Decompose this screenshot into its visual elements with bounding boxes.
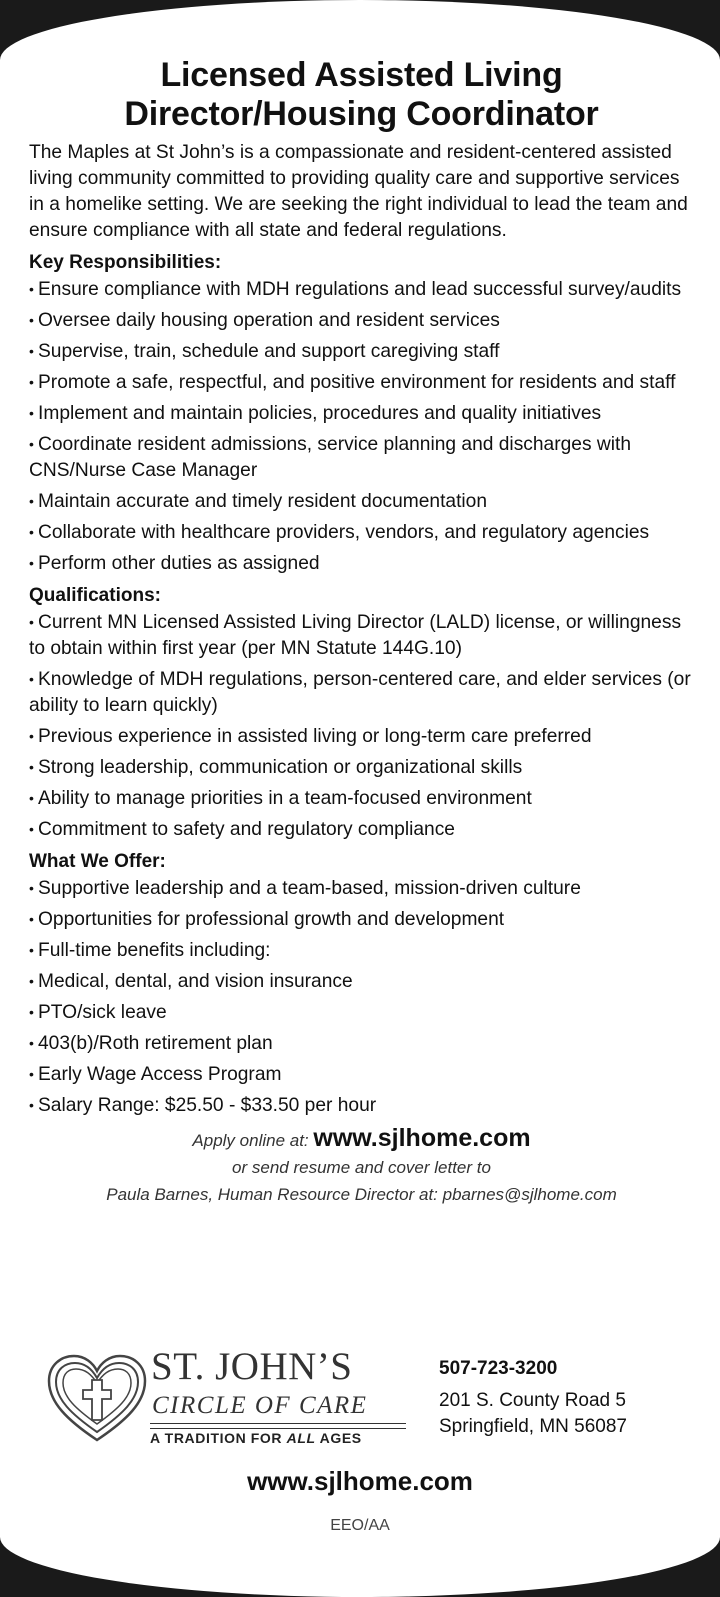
apply-online-line (29, 1125, 694, 1154)
list-item (29, 338, 694, 365)
job-title (29, 56, 694, 134)
bullet-icon: • (29, 405, 34, 421)
list-item (29, 1030, 694, 1057)
address-line2: Springfield, MN 56087 (439, 1416, 627, 1437)
list-item (29, 276, 694, 303)
list-item (29, 550, 694, 577)
list-item-text: Strong leadership, communication or organizational skills (38, 757, 523, 778)
list-item (29, 519, 694, 546)
list-item-text: Full-time benefits including: (38, 940, 271, 961)
list-item (29, 666, 694, 719)
apply-prefix: Apply online at: (192, 1131, 309, 1150)
apply-contact-line: Paula Barnes, Human Resource Director at: pbarnes@sjlhome.com (106, 1185, 617, 1204)
list-item (29, 369, 694, 396)
list-item-text: Collaborate with healthcare providers, vendors, and regulatory agencies (38, 522, 650, 543)
list-item-text: Current MN Licensed Assisted Living Director (LALD) license, or willingness to obtain within first year (per MN Statute 144G.10) (29, 612, 682, 659)
list-item (29, 816, 694, 843)
bullet-icon: • (29, 759, 34, 775)
bullet-icon: • (29, 821, 34, 837)
heart-cross-icon (47, 1354, 147, 1444)
responsibilities-list (29, 276, 694, 577)
list-item (29, 875, 694, 902)
bullet-icon: • (29, 942, 34, 958)
list-item-text: Oversee daily housing operation and resident services (38, 310, 500, 331)
logo-tagline (150, 1430, 362, 1446)
list-item-text: Knowledge of MDH regulations, person-centered care, and elder services (or ability to learn quickly) (29, 669, 691, 716)
ad-content (29, 56, 694, 1208)
bullet-icon: • (29, 1035, 34, 1051)
responsibilities-heading: Key Responsibilities: (29, 252, 222, 273)
qualifications-list (29, 609, 694, 843)
list-item-text: Salary Range: $25.50 - $33.50 per hour (38, 1095, 377, 1116)
intro-paragraph: The Maples at St John’s is a compassionate and resident-centered assisted living community committed to providing quality care and supportive services in a homelike setting. We are seeking the right individual to lead the team and ensure compliance with all state and federal regulations. (29, 142, 688, 241)
bullet-icon: • (29, 1066, 34, 1082)
bullet-icon: • (29, 973, 34, 989)
logo-divider (150, 1423, 406, 1429)
bullet-icon: • (29, 312, 34, 328)
list-item-text: Supportive leadership and a team-based, mission-driven culture (38, 878, 581, 899)
list-item (29, 488, 694, 515)
bullet-icon: • (29, 911, 34, 927)
bullet-icon: • (29, 524, 34, 540)
apply-resume-line: or send resume and cover letter to (232, 1158, 491, 1177)
list-item-text: Ability to manage priorities in a team-focused environment (38, 788, 532, 809)
list-item (29, 754, 694, 781)
list-item-text: Commitment to safety and regulatory compliance (38, 819, 455, 840)
list-item-text: Implement and maintain policies, procedures and quality initiatives (38, 403, 602, 424)
offer-heading: What We Offer: (29, 851, 166, 872)
list-item-text: Early Wage Access Program (38, 1064, 282, 1085)
job-title-line2: Director/Housing Coordinator (124, 95, 599, 133)
list-item-text: Coordinate resident admissions, service planning and discharges with CNS/Nurse Case Manager (29, 434, 632, 481)
apply-url-link[interactable]: www.sjlhome.com (313, 1124, 531, 1152)
logo-tagline-prefix: A TRADITION FOR (150, 1430, 287, 1446)
bullet-icon: • (29, 880, 34, 896)
logo-subtitle: CIRCLE OF CARE (152, 1392, 368, 1419)
list-item-text: Maintain accurate and timely resident documentation (38, 491, 488, 512)
bullet-icon: • (29, 671, 34, 687)
list-item-text: Promote a safe, respectful, and positive environment for residents and staff (38, 372, 676, 393)
eeo-statement: EEO/AA (330, 1517, 390, 1534)
list-item (29, 431, 694, 484)
phone-number[interactable]: 507-723-3200 (439, 1358, 558, 1379)
bullet-icon: • (29, 555, 34, 571)
bullet-icon: • (29, 1004, 34, 1020)
bullet-icon: • (29, 343, 34, 359)
list-item (29, 968, 694, 995)
logo-tagline-emphasis: ALL (286, 1430, 316, 1446)
list-item-text: Perform other duties as assigned (38, 553, 320, 574)
job-title-line1: Licensed Assisted Living (160, 56, 563, 94)
list-item (29, 723, 694, 750)
bullet-icon: • (29, 728, 34, 744)
list-item (29, 609, 694, 662)
logo-tagline-suffix: AGES (315, 1430, 362, 1446)
footer-url-link[interactable]: www.sjlhome.com (247, 1466, 473, 1496)
list-item-text: Ensure compliance with MDH regulations and lead successful survey/audits (38, 279, 682, 300)
logo-name: ST. JOHN’S (151, 1345, 353, 1388)
list-item (29, 785, 694, 812)
list-item (29, 400, 694, 427)
apply-block (29, 1125, 694, 1208)
contact-block (439, 1356, 627, 1440)
list-item-text: Supervise, train, schedule and support caregiving staff (38, 341, 500, 362)
list-item (29, 906, 694, 933)
bullet-icon: • (29, 436, 34, 452)
list-item (29, 1092, 694, 1119)
list-item-text: Opportunities for professional growth and development (38, 909, 505, 930)
address-line1: 201 S. County Road 5 (439, 1390, 626, 1411)
list-item-text: Previous experience in assisted living or long-term care preferred (38, 726, 592, 747)
list-item (29, 999, 694, 1026)
bullet-icon: • (29, 374, 34, 390)
bullet-icon: • (29, 790, 34, 806)
list-item-text: Medical, dental, and vision insurance (38, 971, 353, 992)
footer-row (47, 1345, 667, 1458)
list-item (29, 307, 694, 334)
offer-list (29, 875, 694, 1119)
bullet-icon: • (29, 281, 34, 297)
qualifications-heading: Qualifications: (29, 585, 161, 606)
bullet-icon: • (29, 493, 34, 509)
bullet-icon: • (29, 614, 34, 630)
list-item (29, 937, 694, 964)
list-item-text: 403(b)/Roth retirement plan (38, 1033, 273, 1054)
list-item (29, 1061, 694, 1088)
st-johns-logo (47, 1345, 413, 1452)
list-item-text: PTO/sick leave (38, 1002, 167, 1023)
bullet-icon: • (29, 1097, 34, 1113)
